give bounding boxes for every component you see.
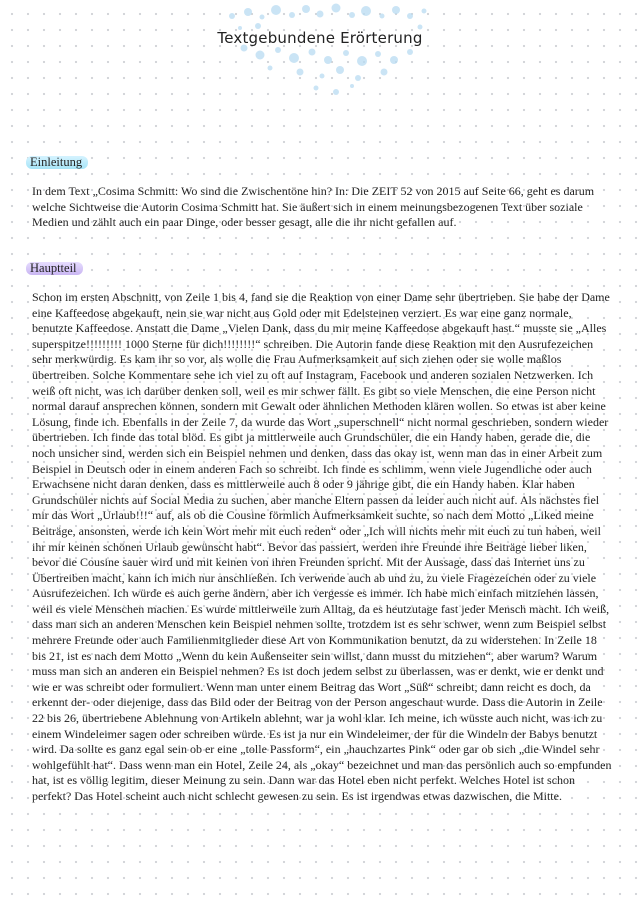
section-heading-einleitung: Einleitung bbox=[26, 156, 88, 169]
section-text-einleitung: In dem Text „Cosima Schmitt: Wo sind die Zwischentöne hin? In: Die ZEIT 52 von 2015 auf Seite 66, geht es darum welche Sichtweise die Autorin Cosima Schmitt hat. Sie äußert sich in einem meinungsbezogenen Text über soziale Medien und zählt auch ein paar Dinge, oder besser gesagt, alle die ihr nicht gefallen auf. bbox=[32, 184, 595, 230]
watercolor-dots-decoration bbox=[0, 0, 640, 110]
section-text-hauptteil: Schon im ersten Abschnitt, von Zeile 1 bis 4, fand sie die Reaktion von einer Dame sehr übertrieben. Sie habe der Dame eine Kaffeedose abgekauft, nein sie war nicht aus Gold oder mit Edelsteinen verziert. Es war eine ganz normale, benutzte Kaffeedose. Anstatt die Dame „Vielen Dank, dass du mir meine Kaffeedose abgekauft hast.“ musste sie „Alles superspitze!!!!!!!!! 1000 Sterne für dich!!!!!!!!“ schreiben. Die Autorin fande diese Reaktion mit den Ausrufezeichen sehr merkwürdig. Es kam ihr so vor, als wolle die Frau Aufmerksamkeit auf sich ziehen oder sie wolle maßlos übertreiben. Solche Kommentare sehe ich viel zu oft auf Instagram, Facebook und anderen sozialen Netzwerken. Ich weiß oft nicht, was ich darüber denken soll, weil es mir schwer fällt. Es gibt so viele Menschen, die eine Person nicht normal darauf ansprechen können, sondern mit Gewalt oder ähnlichen Methoden klären wollen. So etwas ist aber keine Lösung, finde ich. Ebenfalls in der Zeile 7, da wurde das Wort „superschnell“ nicht normal geschrieben, sondern wieder übertrieben. Ich finde das total blöd. Es gibt ja mittlerweile auch Grundschüler, die ein Handy haben, gerade die, die noch unsicher sind, werden sich ein Beispiel nehmen und denken, dass das okay ist, wenn man das in einer Arbeit zum Beispiel in Deutsch oder in einem anderen Fach so schreibt. Ich finde es schlimm, wenn viele Jugendliche oder auch Erwachsene nicht daran denken, dass es mittlerweile auch 8 oder 9 jährige gibt, die ein Handy haben. Klar haben Grundschüler nichts auf Social Media zu suchen, aber manche Eltern passen da leider auch nicht auf. Als nächstes fiel mir das Wort „Urlaub!!!“ auf, als ob die Cousine förmlich Aufmerksamkeit suchte, so nach dem Motto „Liked meine Beiträge, ansonsten, werde ich kein Wort mehr mit euch reden“ oder „Ich will nichts mehr mit euch zu tun haben, weil ihr mir keinen schönen Urlaub gewünscht habt“. Bevor das passiert, werden ihre Freunde ihre Beiträge lieber liken, bevor die Cousine sauer wird und mit keinen von ihren Freunden spricht. Mit der Aussage, dass das Internet uns zu Übertreiben macht, kann ich mich nur anschließen. Ich verwende auch ab und zu, zu viele Fragezeichen oder zu viele Ausrufezeichen. Ich würde es auch gerne ändern, aber ich vergesse es immer. Ich habe mich einfach mitziehen lassen, weil es viele Menschen machen. Es wurde mittlerweile zum Alltag, da es heutzutage fast jeder Mensch macht. Ich weiß, dass man sich an anderen Menschen kein Beispiel nehmen sollte, trotzdem ist es sehr schwer, wenn zum Beispiel selbst mehrere Freunde oder auch Familienmitglieder diese Art von Kommunikation benutzt, da zu widerstehen. In Zeile 18 bis 21, ist es nach dem Motto „Wenn du kein Außenseiter sein willst, dann musst du mitziehen“, aber warum? Warum muss man sich an anderen ein Beispiel nehmen? Es ist doch jedem selbst zu überlassen, was er denkt, wie er denkt und wie er was schreibt oder formuliert. Wenn man unter einem Beitrag das Wort „Süß“ schreibt, dann reicht es doch, da erkennt der- oder diejenige, dass das Bild oder der Beitrag von der Person angeschaut wurde. Dass die Autorin in Zeile 22 bis 26, übertriebene Ablehnung von Artikeln ablehnt, war ja wohl klar. Ich meine, ich wüsste auch nicht, was ich zu einem Windeleimer sagen oder schreiben würde. Es ist ja nur ein Windeleimer, der für die Windeln der Babys benutzt wird. Da sollte es ganz egal sein ob er eine „tolle Passform“, ein „hauchzartes Pink“ oder gar ob sich „die Windel sehr wohlgefühlt hat“. Dass wenn man ein Hotel, Zeile 24, als „okay“ bezeichnet und man das persönlich auch so empfunden hat, ist es völlig legitim, dieser Meinung zu sein. Dann war das Hotel eben nicht perfekt. Welches Hotel ist schon perfekt? Das Hotel scheint auch nicht schlecht gewesen zu sein. Es ist irgendwas etwas dazwischen, die Mitte. bbox=[32, 290, 612, 803]
page-title: Textgebundene Erörterung bbox=[217, 29, 423, 47]
section-heading-hauptteil: Hauptteil bbox=[26, 262, 83, 275]
